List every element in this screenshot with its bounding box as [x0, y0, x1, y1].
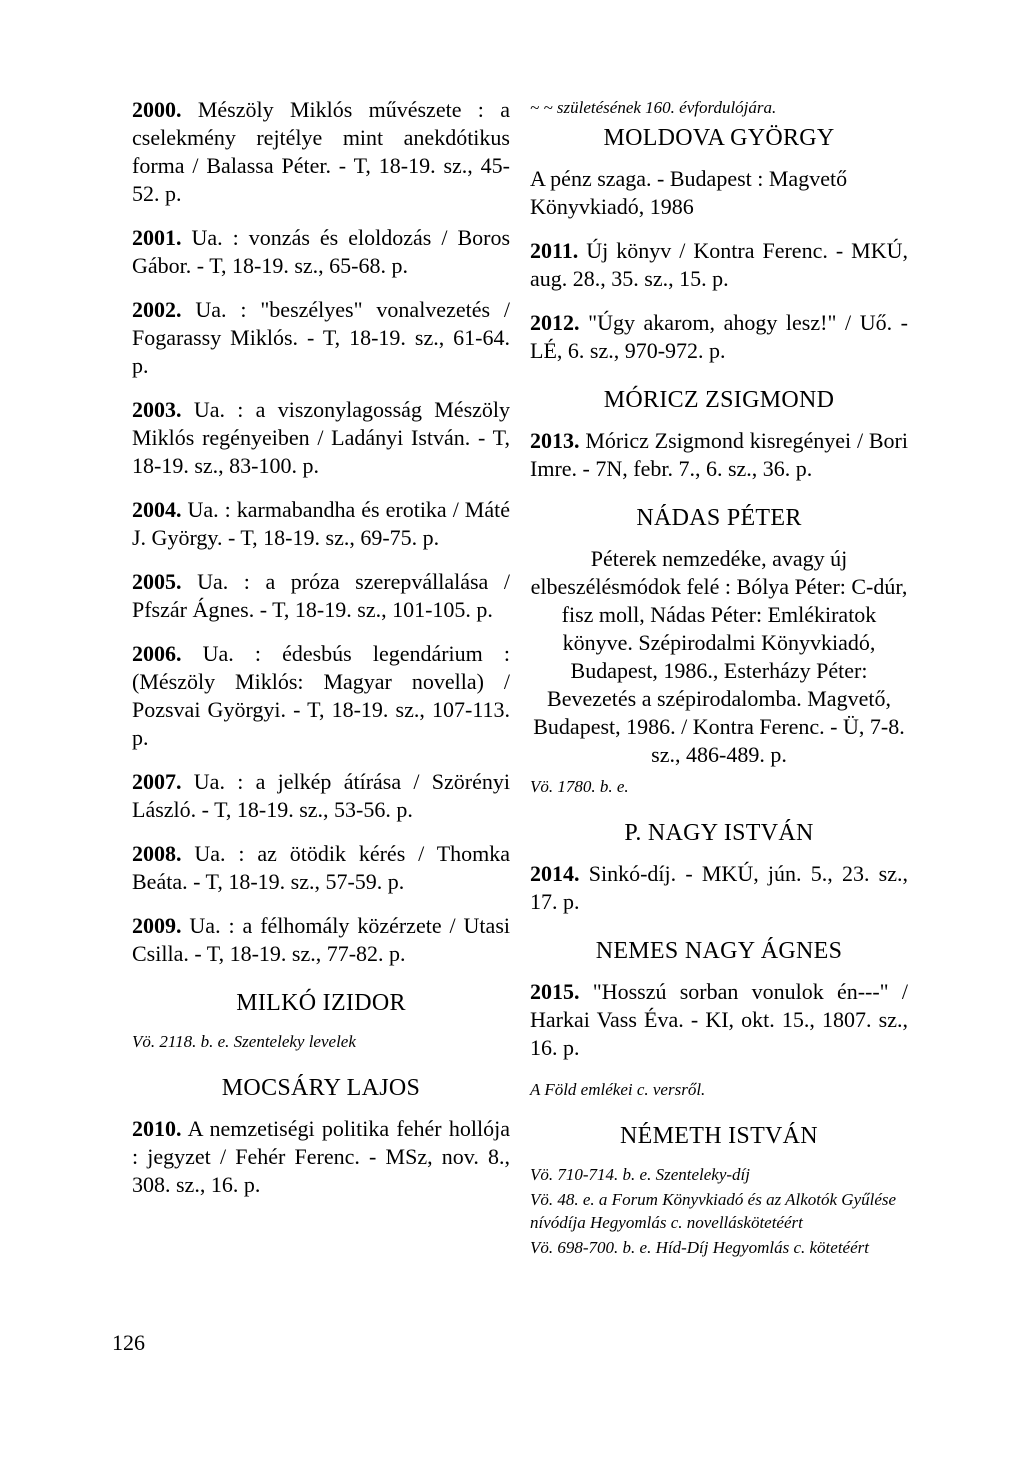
entry-text: Ua. : karmabandha és erotika / Máté J. György. - T, 18-19. sz., 69-75. p. — [132, 497, 511, 550]
right-column — [530, 96, 908, 1261]
entry-text: Mészöly Miklós művészete : a cselekmény rejtélye mint anekdótikus forma / Balassa Péter. - T, 18-19. sz., 45-52. p. — [132, 97, 511, 206]
heading-moldova-gyorgy: MOLDOVA GYÖRGY — [603, 125, 835, 151]
nemes-nagy-entries — [530, 978, 908, 1062]
note-nadas: Vö. 1780. b. e. — [530, 777, 629, 796]
entry-number: 2010. — [132, 1116, 182, 1141]
entry-number: 2007. — [132, 769, 182, 794]
entry-number: 2002. — [132, 297, 182, 322]
entry-number: 2000. — [132, 97, 182, 122]
entry-number: 2006. — [132, 641, 182, 666]
cross-reference-note: Vö. 48. e. a Forum Könyvkiadó és az Alkotók Gyűlése nívódíja Hegyomlás c. novelláskötetéért — [530, 1190, 897, 1232]
note-nemes: A Föld emlékei c. versről. — [530, 1080, 706, 1099]
entry-number: 2008. — [132, 841, 182, 866]
bibliography-entry — [530, 860, 908, 916]
cross-reference-note: Vö. 710-714. b. e. Szenteleky-díj — [530, 1165, 750, 1184]
bibliography-entry — [132, 296, 510, 380]
bibliography-entry — [132, 96, 510, 208]
heading-nadas-peter: NÁDAS PÉTER — [636, 505, 802, 531]
heading-milko-izidor: MILKÓ IZIDOR — [236, 990, 406, 1016]
entry-text: Sinkó-díj. - MKÚ, jún. 5., 23. sz., 17. p. — [530, 861, 909, 914]
entry-number: 2012. — [530, 310, 580, 335]
heading-mocsary-lajos: MOCSÁRY LAJOS — [221, 1075, 421, 1101]
heading-moricz-zsigmond: MÓRICZ ZSIGMOND — [603, 387, 835, 413]
entry-text: Ua. : a jelkép átírása / Szörényi László. - T, 18-19. sz., 53-56. p. — [132, 769, 511, 822]
nemeth-notes — [530, 1163, 908, 1259]
bibliography-entry — [132, 912, 510, 968]
bibliography-entry — [530, 237, 908, 293]
entry-number: 2011. — [530, 238, 579, 263]
left-column — [132, 96, 510, 1215]
entry-number: 2001. — [132, 225, 182, 250]
bibliography-entry — [530, 427, 908, 483]
page-number: 126 — [112, 1330, 145, 1355]
bibliography-entry — [132, 568, 510, 624]
entry-text: Ua. : a próza szerepvállalása / Pfszár Ágnes. - T, 18-19. sz., 101-105. p. — [132, 569, 510, 622]
entry-text: Ua. : a viszonylagosság Mészöly Miklós regényeiben / Ladányi István. - T, 18-19. sz., 83-100. p. — [132, 397, 511, 478]
bibliography-entry — [132, 224, 510, 280]
bibliography-entry — [132, 840, 510, 896]
entry-text: "Úgy akarom, ahogy lesz!" / Uő. - LÉ, 6. sz., 970-972. p. — [530, 310, 909, 363]
nadas-text: Péterek nemzedéke, avagy új elbeszélésmódok felé : Bólya Péter: C-dúr, fisz moll, Nádas Péter: Emlékiratok könyve. Szépirodalmi Könyvkiadó, Budapest, 1986., Esterházy Péter: Bevezetés a szépirodalomba. Magvető, Budapest, 1986. / Kontra Ferenc. - Ü, 7-8. sz., 486-489. p. — [530, 546, 908, 767]
entry-number: 2015. — [530, 979, 580, 1004]
mescoly-entries — [132, 96, 510, 968]
entry-number: 2004. — [132, 497, 182, 522]
bibliography-entry — [530, 309, 908, 365]
bibliography-entry — [132, 396, 510, 480]
bibliography-entry — [132, 640, 510, 752]
heading-nemeth-istvan: NÉMETH ISTVÁN — [620, 1123, 818, 1149]
entry-text: Ua. : "beszélyes" vonalvezetés / Fogarassy Miklós. - T, 18-19. sz., 61-64. p. — [132, 297, 511, 378]
note-milko: Vö. 2118. b. e. Szenteleky levelek — [132, 1032, 356, 1051]
mocsary-entries — [132, 1115, 510, 1199]
entry-number: 2014. — [530, 861, 580, 886]
entry-text: Ua. : édesbús legendárium : (Mészöly Miklós: Magyar novella) / Pozsvai Györgyi. - T, 18-19. sz., 107-113. p. — [132, 641, 510, 750]
p-nagy-entries — [530, 860, 908, 916]
entry-number: 2005. — [132, 569, 182, 594]
bibliography-entry — [132, 768, 510, 824]
moldova-book-title: A pénz szaga. - Budapest : Magvető Könyvkiadó, 1986 — [530, 166, 848, 219]
moldova-entries — [530, 237, 908, 365]
entry-text: A nemzetiségi politika fehér hollója : jegyzet / Fehér Ferenc. - MSz, nov. 8., 308. sz., 16. p. — [132, 1116, 510, 1197]
entry-text: Ua. : vonzás és eloldozás / Boros Gábor. - T, 18-19. sz., 65-68. p. — [132, 225, 511, 278]
note-top: ~ ~ születésének 160. évfordulójára. — [530, 98, 777, 117]
moricz-entries — [530, 427, 908, 483]
entry-number: 2003. — [132, 397, 182, 422]
entry-text: Móricz Zsigmond kisregényei / Bori Imre. - 7N, febr. 7., 6. sz., 36. p. — [530, 428, 909, 481]
entry-number: 2013. — [530, 428, 580, 453]
bibliography-entry — [530, 978, 908, 1062]
entry-text: Ua. : az ötödik kérés / Thomka Beáta. - T, 18-19. sz., 57-59. p. — [132, 841, 511, 894]
entry-number: 2009. — [132, 913, 182, 938]
entry-text: Ua. : a félhomály közérzete / Utasi Csilla. - T, 18-19. sz., 77-82. p. — [132, 913, 510, 966]
bibliography-entry — [132, 496, 510, 552]
entry-text: Új könyv / Kontra Ferenc. - MKÚ, aug. 28., 35. sz., 15. p. — [530, 238, 908, 291]
heading-p-nagy-istvan: P. NAGY ISTVÁN — [624, 820, 814, 846]
entry-text: "Hosszú sorban vonulok én---" / Harkai Vass Éva. - KI, okt. 15., 1807. sz., 16. p. — [530, 979, 909, 1060]
cross-reference-note: Vö. 698-700. b. e. Híd-Díj Hegyomlás c. kötetéért — [530, 1238, 869, 1257]
heading-nemes-nagy-agnes: NEMES NAGY ÁGNES — [595, 938, 843, 964]
bibliography-entry — [132, 1115, 510, 1199]
